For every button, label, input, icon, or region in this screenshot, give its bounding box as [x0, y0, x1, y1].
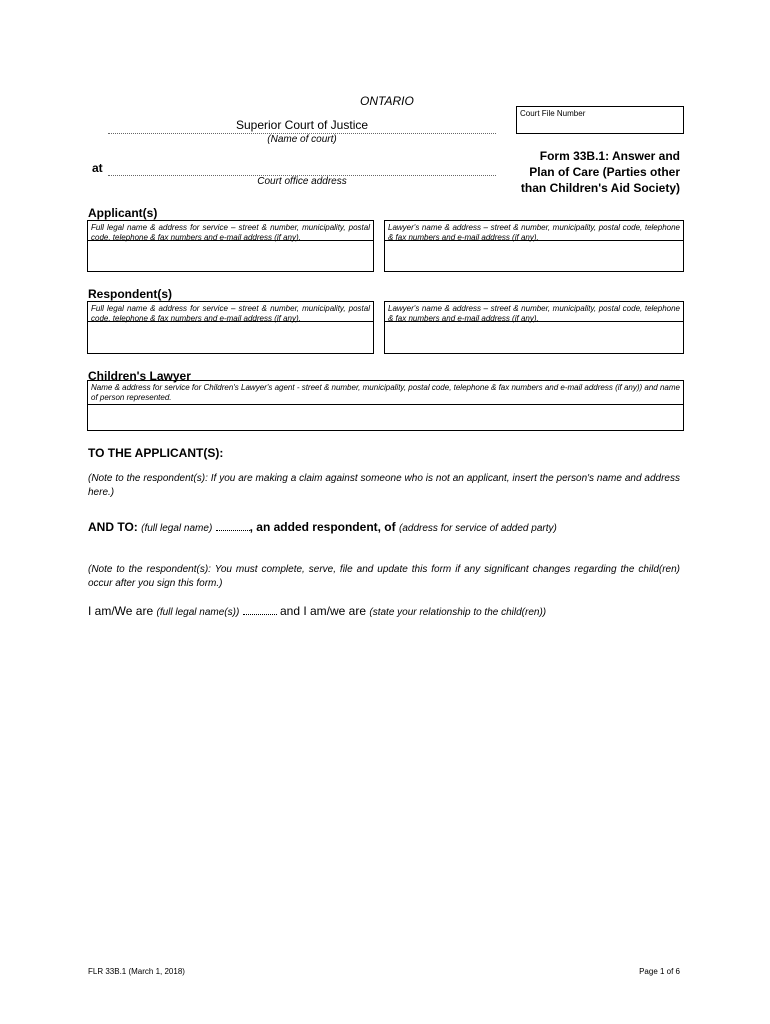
footer-page-number: Page 1 of 6	[639, 967, 680, 976]
applicant-party-box[interactable]	[87, 220, 374, 272]
court-office-hint: Court office address	[257, 176, 347, 187]
applicant-lawyer-box[interactable]	[384, 220, 684, 272]
court-name-value: Superior Court of Justice	[235, 118, 369, 132]
note-update-form: (Note to the respondent(s): You must complete, serve, file and update this form if any significant changes regarding the child(ren) occur after you sign this form.)	[88, 564, 680, 589]
note-added-party: (Note to the respondent(s): If you are making a claim against someone who is not an applicant, insert the person's name and address here.)	[88, 473, 680, 498]
at-label: at	[92, 161, 103, 175]
form-title-line2: Plan of Care (Parties other	[529, 165, 680, 179]
court-file-number-box[interactable]	[516, 106, 684, 134]
and-i-am-label: and I am/we are	[279, 604, 367, 618]
applicant-party-hint: Full legal name & address for service – street & number, municipality, postal code, telephone & fax numbers and e-mail address (if any).	[88, 221, 373, 241]
relationship-hint: (state your relationship to the child(ren))	[369, 607, 547, 618]
address-added-party-hint: (address for service of added party)	[398, 523, 557, 534]
to-applicants-heading: TO THE APPLICANT(S):	[88, 446, 224, 460]
respondent-lawyer-box[interactable]	[384, 301, 684, 354]
added-respondent-text: , an added respondent, of	[249, 520, 396, 534]
childrens-lawyer-hint: Name & address for service for Children's Lawyer's agent - street & number, municipality, postal code, telephone & fax numbers and e-mail address (if any)) and name of person represented.	[88, 381, 683, 405]
and-to-label: AND TO:	[88, 520, 138, 534]
full-legal-names-hint: (full legal name(s))	[156, 607, 240, 618]
respondent-party-box[interactable]	[87, 301, 374, 354]
footer-form-id: FLR 33B.1 (March 1, 2018)	[88, 967, 185, 976]
court-name-hint: (Name of court)	[267, 134, 337, 145]
respondent-party-hint: Full legal name & address for service – street & number, municipality, postal code, telephone & fax numbers and e-mail address (if any).	[88, 302, 373, 322]
childrens-lawyer-title: Children's Lawyer	[88, 369, 191, 383]
full-legal-name-hint: (full legal name)	[141, 523, 213, 534]
added-party-name-field[interactable]	[216, 519, 250, 531]
court-name-field[interactable]	[108, 118, 496, 134]
i-am-label: I am/We are	[88, 604, 154, 618]
i-am-row	[88, 603, 688, 618]
respondents-title: Respondent(s)	[88, 287, 172, 301]
childrens-lawyer-box[interactable]	[87, 380, 684, 431]
court-office-address-field[interactable]	[108, 161, 496, 176]
province-heading: ONTARIO	[360, 94, 414, 108]
full-legal-names-field[interactable]	[243, 603, 277, 615]
respondent-lawyer-hint: Lawyer's name & address – street & number, municipality, postal code, telephone & fax numbers and e-mail address (if any).	[385, 302, 683, 322]
court-file-number-label: Court File Number	[520, 109, 586, 118]
applicant-lawyer-hint: Lawyer's name & address – street & number, municipality, postal code, telephone & fax numbers and e-mail address (if any).	[385, 221, 683, 241]
form-title-line3: than Children's Aid Society)	[520, 181, 680, 195]
and-to-row	[88, 519, 688, 534]
form-title	[500, 148, 680, 196]
applicants-title: Applicant(s)	[88, 206, 158, 220]
form-title-line1: Form 33B.1: Answer and	[539, 149, 680, 163]
